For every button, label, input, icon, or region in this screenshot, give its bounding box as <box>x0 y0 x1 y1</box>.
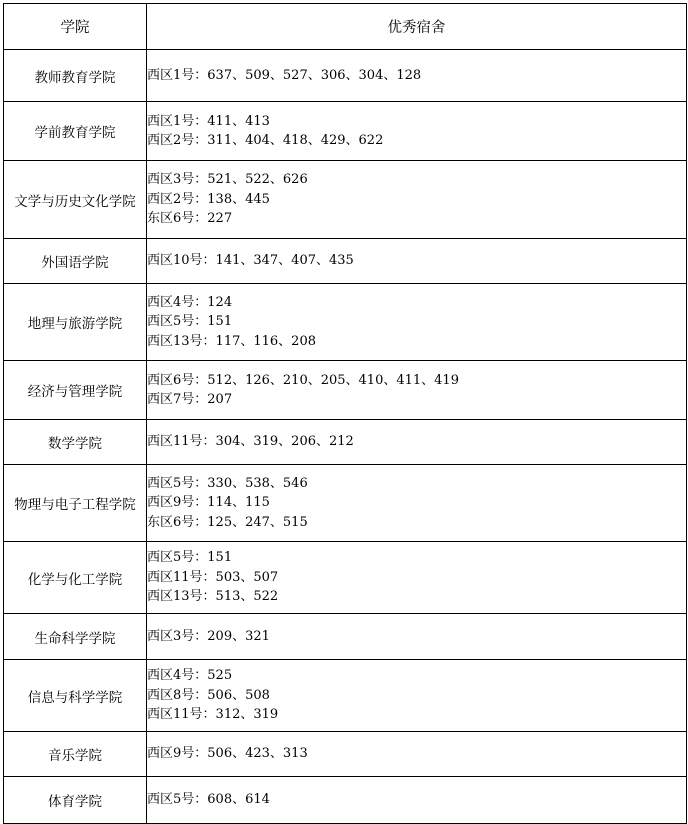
dorms-cell <box>147 284 687 361</box>
dorm-line: 西区3号：521、522、626 <box>147 172 308 188</box>
college-cell: 化学与化工学院 <box>4 542 147 614</box>
dorm-line: 西区1号：637、509、527、306、304、128 <box>147 67 422 83</box>
header-dorms: 优秀宿舍 <box>147 4 687 50</box>
college-cell: 地理与旅游学院 <box>4 284 147 361</box>
dorms-cell <box>147 239 687 284</box>
dorms-cell <box>147 161 687 239</box>
dorm-line: 西区11号：503、507 <box>147 569 279 585</box>
dorms-cell <box>147 465 687 542</box>
college-cell: 经济与管理学院 <box>4 361 147 420</box>
dorm-line: 西区13号：117、116、208 <box>147 333 316 349</box>
dorm-line: 西区9号：506、423、313 <box>147 746 308 762</box>
dorm-line: 东区6号：125、247、515 <box>147 514 308 530</box>
college-cell: 教师教育学院 <box>4 50 147 102</box>
table-row <box>4 284 687 361</box>
college-cell: 文学与历史文化学院 <box>4 161 147 239</box>
dorm-line: 西区5号：608、614 <box>147 792 270 808</box>
header-college: 学院 <box>4 4 147 50</box>
table-row <box>4 465 687 542</box>
dorm-line: 西区11号：312、319 <box>147 707 279 723</box>
dorm-line: 西区5号：151 <box>147 550 233 566</box>
dorm-line: 西区3号：209、321 <box>147 628 270 644</box>
table-row <box>4 102 687 161</box>
dorms-cell <box>147 542 687 614</box>
dorm-line: 西区8号：506、508 <box>147 687 270 703</box>
dorm-line: 西区6号：512、126、210、205、410、411、419 <box>147 372 459 388</box>
table-body <box>4 50 687 824</box>
dorm-line: 西区13号：513、522 <box>147 589 279 605</box>
dorms-cell <box>147 732 687 777</box>
dorm-line: 西区2号：311、404、418、429、622 <box>147 133 384 148</box>
dorms-cell <box>147 102 687 161</box>
college-cell: 外国语学院 <box>4 239 147 284</box>
table-row <box>4 50 687 102</box>
table-row <box>4 542 687 614</box>
table-row <box>4 660 687 732</box>
dorm-line: 西区7号：207 <box>147 392 233 407</box>
dorms-cell <box>147 777 687 824</box>
college-cell: 体育学院 <box>4 777 147 824</box>
table-row <box>4 614 687 660</box>
dorms-cell <box>147 361 687 420</box>
table-row <box>4 732 687 777</box>
table-row <box>4 420 687 465</box>
table-row <box>4 777 687 824</box>
dorm-line: 西区2号：138、445 <box>147 191 270 207</box>
dorm-line: 西区5号：151 <box>147 314 233 330</box>
excellent-dorms-table <box>3 3 687 824</box>
table-header-row <box>4 4 687 50</box>
dorms-cell <box>147 420 687 465</box>
table-row <box>4 361 687 420</box>
dorms-cell <box>147 660 687 732</box>
dorms-cell <box>147 614 687 660</box>
college-cell: 音乐学院 <box>4 732 147 777</box>
dorm-line: 西区11号：304、319、206、212 <box>147 434 354 450</box>
dorm-line: 东区6号：227 <box>147 211 233 227</box>
dorm-line: 西区4号：525 <box>147 668 233 684</box>
college-cell: 物理与电子工程学院 <box>4 465 147 542</box>
dorms-cell <box>147 50 687 102</box>
dorm-line: 西区5号：330、538、546 <box>147 475 308 491</box>
dorm-line: 西区1号：411、413 <box>147 113 270 129</box>
college-cell: 生命科学学院 <box>4 614 147 660</box>
table-row <box>4 161 687 239</box>
table-row <box>4 239 687 284</box>
dorm-line: 西区10号：141、347、407、435 <box>147 253 354 269</box>
dorm-line: 西区9号：114、115 <box>147 495 270 511</box>
college-cell: 信息与科学学院 <box>4 660 147 732</box>
college-cell: 数学学院 <box>4 420 147 465</box>
dorm-line: 西区4号：124 <box>147 294 233 310</box>
college-cell: 学前教育学院 <box>4 102 147 161</box>
